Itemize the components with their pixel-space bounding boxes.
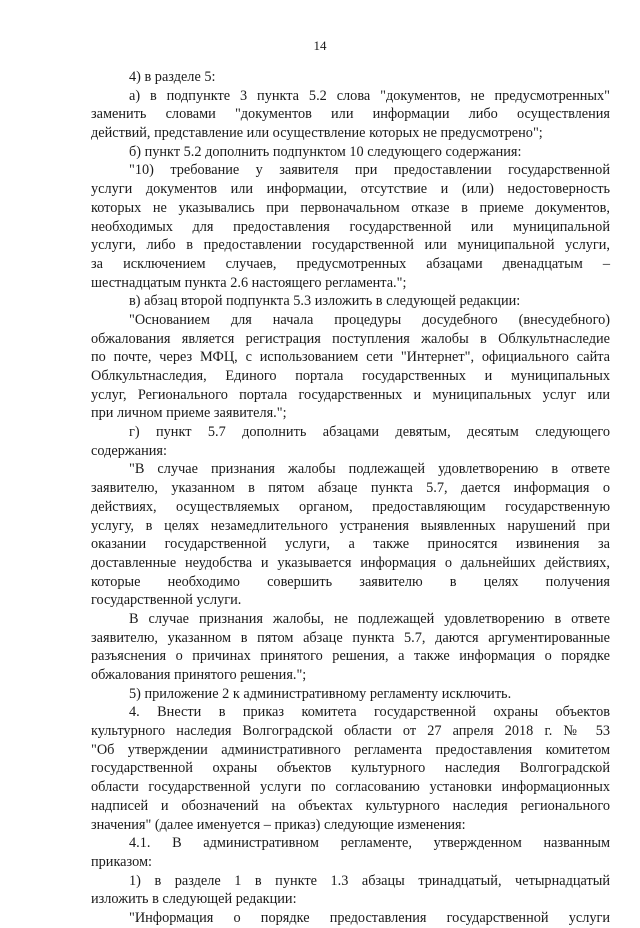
text-line: б) пункт 5.2 дополнить подпунктом 10 следующего содержания:: [129, 143, 522, 160]
text-line: Облкультнаследия, Единого портала государственных и муниципальных: [91, 368, 610, 384]
text-line: шестнадцатым пункта 2.6 настоящего регламента.";: [91, 274, 407, 291]
text-line: заменить словами "документов или информации либо осуществления: [91, 106, 610, 123]
text-line: разъяснения о причинах принятого решения, а также информация о порядке: [91, 648, 610, 665]
text-line: действиях, осуществляемых органом, предоставляющим государственную: [91, 498, 610, 515]
document-body: [91, 68, 610, 928]
text-line: доставленные неудобства и указывается информация о дальнейших действиях,: [91, 554, 610, 571]
text-line: которых не указывались при первоначальном отказе в приеме документов,: [91, 199, 610, 216]
text-line: области государственной услуги по согласованию установки информационных: [91, 779, 610, 796]
text-line: обжалования принятого решения.";: [91, 667, 307, 683]
text-line: г) пункт 5.7 дополнить абзацами девятым, десятым следующего: [129, 424, 610, 441]
text-line: за исключением случаев, предусмотренных абзацами двенадцатым –: [91, 255, 610, 272]
text-line: 1) в разделе 1 в пункте 1.3 абзацы тринадцатый, четырнадцатый: [129, 872, 610, 889]
text-line: заявителю, указанном в пятом абзаце пункта 5.7, даются аргументированные: [91, 629, 610, 646]
text-line: "Основанием для начала процедуры досудебного (внесудебного): [129, 311, 610, 328]
text-line: оказании государственной услуги, а также приносятся извинения за: [91, 536, 610, 553]
text-line: приказом:: [91, 853, 152, 870]
text-line: необходимых для предоставления государственной или муниципальной: [91, 218, 610, 235]
text-line: при личном приеме заявителя.";: [91, 405, 287, 422]
text-line: В случае признания жалобы, не подлежащей удовлетворению в ответе: [129, 610, 610, 627]
text-line: культурного наследия Волгоградской области от 27 апреля 2018 г. № 53: [91, 723, 610, 740]
text-line: 4.1. В административном регламенте, утвержденном названным: [129, 835, 610, 852]
text-line: услуги документов или информации, отсутствие и (или) недостоверность: [91, 181, 610, 198]
text-line: "10) требование у заявителя при предоставлении государственной: [129, 162, 610, 179]
text-line: значения" (далее именуется – приказ) следующие изменения:: [91, 816, 466, 833]
text-line: 4. Внести в приказ комитета государственной охраны объектов: [129, 704, 610, 721]
text-line: "Об утверждении административного регламента предоставления комитетом: [91, 741, 610, 758]
text-line: в) абзац второй подпункта 5.3 изложить в следующей редакции:: [129, 293, 521, 310]
text-line: 5) приложение 2 к административному регламенту исключить.: [129, 685, 512, 702]
text-line: изложить в следующей редакции:: [91, 891, 297, 908]
text-line: по почте, через МФЦ, с использованием сети "Интернет", официального сайта: [91, 349, 610, 366]
text-line: "Информация о порядке предоставления государственной услуги: [129, 909, 610, 926]
text-line: содержания:: [91, 442, 167, 459]
text-line: действий, представление или осуществление которых не предусмотрено";: [91, 125, 543, 142]
text-line: а) в подпункте 3 пункта 5.2 слова "документов, не предусмотренных": [129, 87, 610, 104]
text-line: услуг, Регионального портала государственных и муниципальных услуг или: [91, 386, 610, 403]
text-line: услуги, либо в предоставлении государственной или муниципальной услуги,: [91, 237, 610, 254]
page-number: 14: [313, 38, 327, 53]
text-line: услугу, в целях незамедлительного устранения выявленных нарушений при: [91, 517, 610, 534]
text-line: 4) в разделе 5:: [129, 69, 216, 85]
text-line: которые необходимо совершить заявителю в целях получения: [91, 573, 610, 590]
text-line: надписей и обозначений на объектах культурного наследия регионального: [91, 797, 610, 814]
text-line: государственной услуги.: [91, 592, 242, 609]
text-line: "В случае признания жалобы подлежащей удовлетворению в ответе: [129, 461, 610, 478]
text-line: государственной охраны объектов культурного наследия Волгоградской: [91, 760, 610, 777]
text-line: обжалования является регистрация поступления жалобы в Облкультнаследие: [91, 330, 610, 347]
text-line: заявителю, указанном в пятом абзаце пункта 5.7, дается информация о: [91, 480, 610, 497]
